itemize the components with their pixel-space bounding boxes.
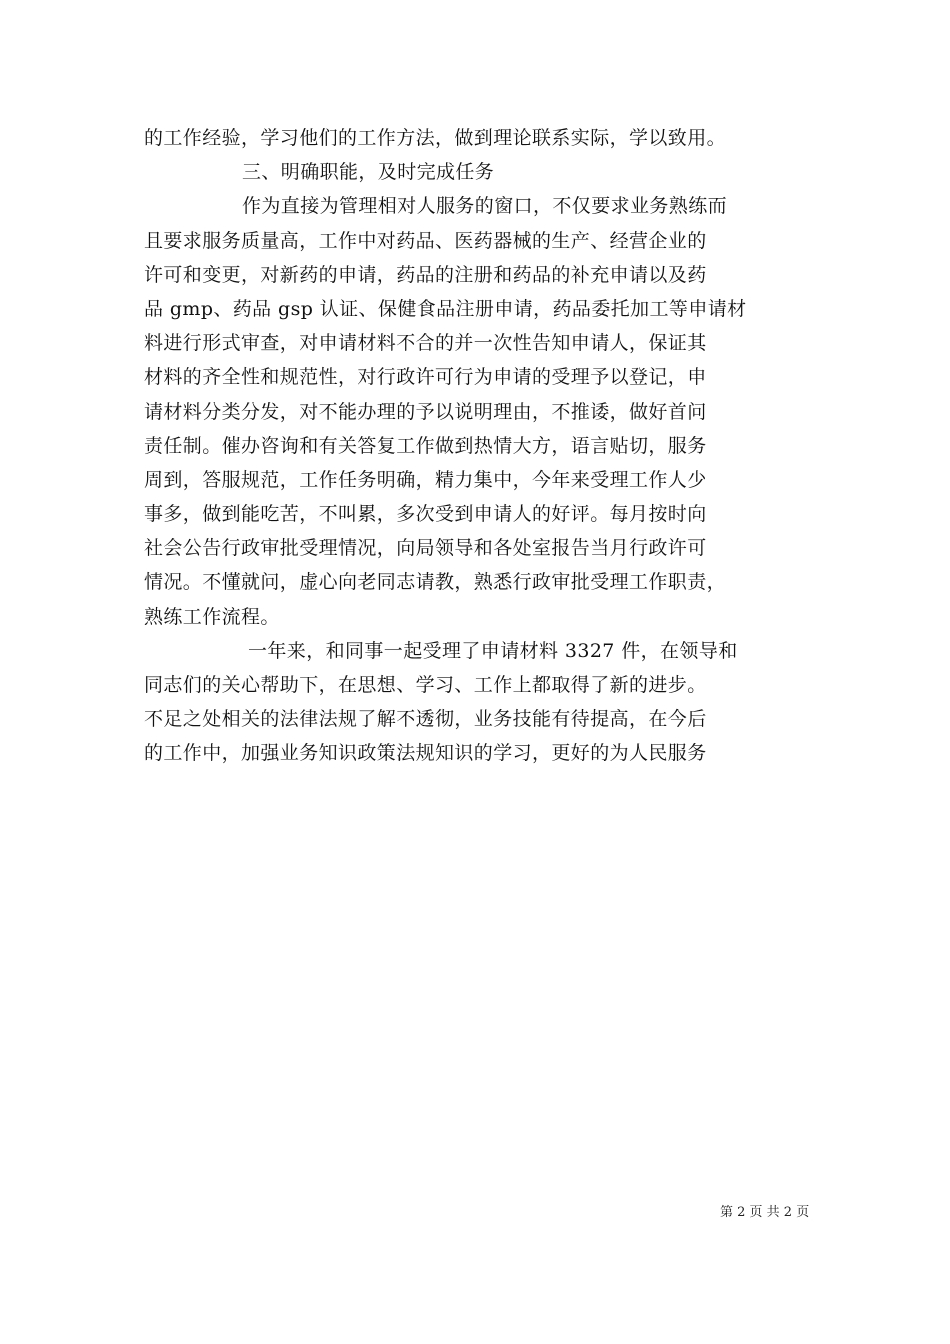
text-line: 的工作中，加强业务知识政策法规知识的学习，更好的为人民服务	[144, 742, 707, 765]
text-line: 周到，答服规范，工作任务明确，精力集中，今年来受理工作人少	[144, 468, 707, 491]
body-text	[144, 121, 814, 771]
text-line: 不足之处相关的法律法规了解不透彻，业务技能有待提高，在今后	[144, 708, 707, 731]
text-line: 且要求服务质量高，工作中对药品、医药器械的生产、经营企业的	[144, 229, 707, 252]
text-line: 责任制。催办咨询和有关答复工作做到热情大方，语言贴切，服务	[144, 434, 707, 457]
page-number-footer: 第 2 页 共 2 页	[720, 1205, 810, 1220]
text-line: 许可和变更，对新药的申请，药品的注册和药品的补充申请以及药	[144, 263, 707, 286]
section-heading: 三、明确职能，及时完成任务	[242, 161, 495, 184]
text-line: 作为直接为管理相对人服务的窗口，不仅要求业务熟练而	[242, 195, 728, 218]
text-line: 品 gmp、药品 gsp 认证、保健食品注册申请，药品委托加工等申请材	[144, 297, 747, 320]
text-line: 同志们的关心帮助下，在思想、学习、工作上都取得了新的进步。	[144, 674, 707, 696]
text-line: 的工作经验，学习他们的工作方法，做到理论联系实际，学以致用。	[144, 127, 727, 149]
text-line: 请材料分类分发，对不能办理的予以说明理由，不推诿，做好首问	[144, 400, 707, 423]
text-line: 社会公告行政审批受理情况，向局领导和各处室报告当月行政许可	[144, 537, 707, 560]
text-line: 熟练工作流程。	[144, 605, 280, 628]
text-line: 情况。不懂就问，虚心向老同志请教，熟悉行政审批受理工作职责，	[144, 571, 727, 594]
text-line: 料进行形式审查，对申请材料不合的并一次性告知申请人，保证其	[144, 332, 707, 355]
text-line: 事多，做到能吃苦，不叫累，多次受到申请人的好评。每月按时向	[144, 503, 707, 526]
text-line: 一年来，和同事一起受理了申请材料 3327 件，在领导和	[248, 639, 738, 662]
text-line: 材料的齐全性和规范性，对行政许可行为申请的受理予以登记，申	[144, 366, 707, 389]
